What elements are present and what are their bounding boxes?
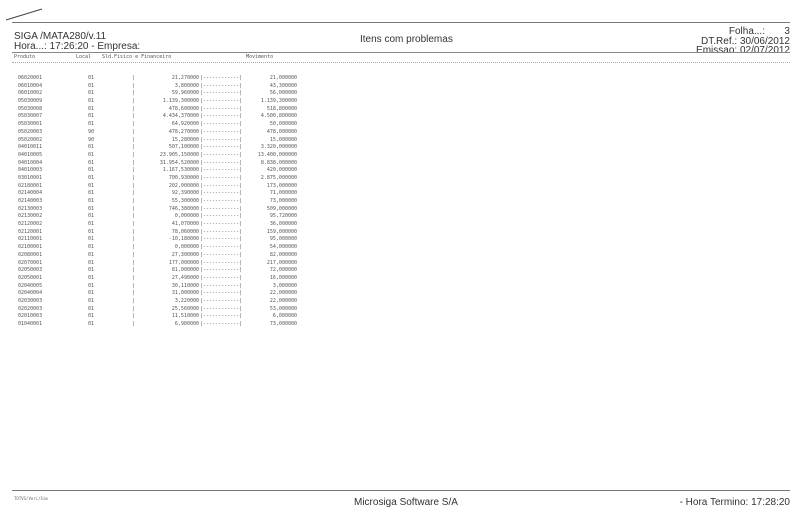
local-code: 90	[88, 136, 95, 143]
physical-financial-balance: 31,000000	[171, 290, 199, 297]
table-row	[14, 221, 314, 229]
product-code: 01040001	[18, 321, 43, 327]
separator-glyph: |	[132, 321, 136, 327]
product-code: 02140003	[18, 198, 43, 204]
local-code: 01	[88, 174, 95, 181]
local-code: 01	[88, 205, 95, 212]
movement-value: 72,000000	[269, 267, 297, 274]
movement-value: 478,000000	[266, 128, 297, 135]
physical-financial-balance: 30,110000	[171, 282, 199, 289]
table-row	[14, 198, 314, 206]
physical-financial-balance: 31.954,520000	[159, 159, 199, 166]
separator-glyph: |	[132, 267, 136, 274]
dash-separator: |------------|	[200, 75, 243, 81]
dash-separator: |------------|	[200, 151, 243, 158]
local-code: 01	[88, 228, 95, 235]
physical-financial-balance: 15,280000	[171, 136, 199, 143]
local-code: 01	[88, 313, 95, 320]
separator-glyph: |	[132, 136, 136, 143]
table-row	[14, 75, 314, 83]
local-code: 01	[88, 121, 95, 128]
movement-value: 15,000000	[269, 136, 297, 143]
product-code: 05030007	[18, 113, 43, 120]
movement-value: 509,000000	[266, 205, 297, 212]
physical-financial-balance: 746,380000	[168, 205, 199, 212]
separator-glyph: |	[132, 174, 136, 181]
dash-separator: |------------|	[200, 182, 243, 189]
product-code: 04010011	[18, 144, 43, 151]
physical-financial-balance: 41,070000	[171, 221, 199, 228]
product-code: 02120002	[18, 221, 43, 228]
product-code: 02100001	[18, 244, 43, 251]
dash-separator: |------------|	[200, 313, 243, 320]
column-headers	[14, 54, 414, 62]
physical-financial-balance: 1.139,300000	[162, 98, 199, 105]
physical-financial-balance: 478,270000	[168, 128, 199, 135]
table-row	[14, 113, 314, 121]
movement-value: 13.400,000000	[257, 151, 297, 158]
dash-separator: |------------|	[200, 190, 243, 197]
footer-end-time: - Hora Termino: 17:28:20	[679, 497, 790, 508]
dash-separator: |------------|	[200, 259, 243, 266]
product-code: 02010003	[18, 313, 43, 320]
local-code: 01	[88, 259, 95, 266]
table-row	[14, 275, 314, 283]
page-number: Folha...: 3	[728, 26, 790, 37]
separator-glyph: |	[132, 221, 136, 228]
local-code: 01	[88, 190, 95, 197]
dash-separator: |------------|	[200, 321, 243, 327]
local-code: 01	[88, 105, 95, 112]
dash-separator: |------------|	[200, 128, 243, 135]
movement-value: 54,000000	[269, 244, 297, 251]
product-code: 02130002	[18, 213, 43, 220]
table-row	[14, 252, 314, 260]
physical-financial-balance: 81,000000	[171, 267, 199, 274]
movement-value: 21,000000	[269, 75, 297, 81]
local-code: 01	[88, 182, 95, 189]
table-row	[14, 298, 314, 306]
physical-financial-balance: 27,300000	[171, 251, 199, 258]
table-row	[14, 244, 314, 252]
local-code: 01	[88, 113, 95, 120]
separator-glyph: |	[132, 228, 136, 235]
movement-value: 82,000000	[269, 251, 297, 258]
table-row	[14, 283, 314, 291]
movement-value: 56,000000	[269, 90, 297, 97]
separator-glyph: |	[132, 274, 136, 281]
product-code: 02070001	[18, 259, 43, 266]
movement-value: 71,000000	[269, 190, 297, 197]
movement-value: 159,000000	[266, 228, 297, 235]
separator-glyph: |	[132, 290, 136, 297]
col-movimento: Movimento	[246, 54, 274, 60]
local-code: 01	[88, 236, 95, 243]
dash-separator: |------------|	[200, 213, 243, 220]
dash-separator: |------------|	[200, 244, 243, 251]
local-code: 01	[88, 297, 95, 304]
emission-date: Emissao: 02/07/2012	[696, 45, 790, 56]
separator-glyph: |	[132, 113, 136, 120]
product-code: 02030003	[18, 297, 43, 304]
pen-stroke-mark	[4, 6, 44, 22]
product-code: 02040005	[18, 282, 43, 289]
separator-glyph: |	[132, 159, 136, 166]
physical-financial-balance: 21,270000	[171, 75, 199, 81]
table-row	[14, 83, 314, 91]
separator-glyph: |	[132, 151, 136, 158]
dash-separator: |------------|	[200, 236, 243, 243]
dash-separator: |------------|	[200, 174, 243, 181]
product-code: 02080001	[18, 251, 43, 258]
separator-glyph: |	[132, 144, 136, 151]
table-row	[14, 152, 314, 160]
dash-separator: |------------|	[200, 105, 243, 112]
product-code: 02140004	[18, 190, 43, 197]
movement-value: 420,000000	[266, 167, 297, 174]
table-row	[14, 160, 314, 168]
dash-separator: |------------|	[200, 121, 243, 128]
local-code: 01	[88, 82, 95, 89]
product-code: 04010005	[18, 151, 43, 158]
movement-value: 95,000000	[269, 236, 297, 243]
product-code: 02020003	[18, 305, 43, 312]
problem-items-table	[14, 75, 314, 329]
separator-glyph: |	[132, 75, 136, 81]
local-code: 01	[88, 251, 95, 258]
movement-value: 53,000000	[269, 305, 297, 312]
movement-value: 50,000000	[269, 121, 297, 128]
movement-value: 6,000000	[272, 313, 297, 320]
dash-separator: |------------|	[200, 251, 243, 258]
separator-glyph: |	[132, 236, 136, 243]
footer-rule	[12, 490, 790, 491]
local-code: 01	[88, 98, 95, 105]
physical-financial-balance: 11,510000	[171, 313, 199, 320]
physical-financial-balance: 3,220000	[174, 297, 199, 304]
local-code: 01	[88, 151, 95, 158]
physical-financial-balance: 4.434,370000	[162, 113, 199, 120]
physical-financial-balance: 23.905,150000	[159, 151, 199, 158]
physical-financial-balance: 0,000000	[174, 244, 199, 251]
product-code: 02050001	[18, 274, 43, 281]
separator-glyph: |	[132, 259, 136, 266]
table-row	[14, 144, 314, 152]
local-code: 01	[88, 267, 95, 274]
product-code: 06010004	[18, 82, 43, 89]
product-code: 06020001	[18, 75, 43, 81]
movement-value: 8.838,000000	[260, 159, 297, 166]
local-code: 01	[88, 282, 95, 289]
col-saldo: Sld.Fisico e Financeiro	[102, 54, 172, 60]
table-row	[14, 98, 314, 106]
header-bottom-rule	[12, 52, 790, 53]
physical-financial-balance: 177,000000	[168, 259, 199, 266]
movement-value: 73,000000	[269, 321, 297, 327]
separator-glyph: |	[132, 244, 136, 251]
program-id: SIGA /MATA280/v.11	[14, 31, 107, 42]
separator-glyph: |	[132, 190, 136, 197]
physical-financial-balance: 25,560000	[171, 305, 199, 312]
local-code: 01	[88, 290, 95, 297]
table-row	[14, 306, 314, 314]
table-row	[14, 213, 314, 221]
local-code: 01	[88, 213, 95, 220]
dash-separator: |------------|	[200, 82, 243, 89]
table-row	[14, 321, 314, 329]
physical-financial-balance: 1.167,530000	[162, 167, 199, 174]
physical-financial-balance: 64,920000	[171, 121, 199, 128]
product-code: 05030001	[18, 121, 43, 128]
local-code: 01	[88, 167, 95, 174]
separator-glyph: |	[132, 98, 136, 105]
movement-value: 22,000000	[269, 290, 297, 297]
separator-glyph: |	[132, 251, 136, 258]
movement-value: 4.500,800000	[260, 113, 297, 120]
table-row	[14, 175, 314, 183]
physical-financial-balance: -10,180000	[168, 236, 199, 243]
table-row	[14, 183, 314, 191]
product-code: 03010001	[18, 174, 43, 181]
physical-financial-balance: 6,900000	[174, 321, 199, 327]
dash-separator: |------------|	[200, 167, 243, 174]
separator-glyph: |	[132, 305, 136, 312]
dash-separator: |------------|	[200, 274, 243, 281]
separator-glyph: |	[132, 282, 136, 289]
dash-separator: |------------|	[200, 136, 243, 143]
column-rule	[12, 62, 790, 63]
movement-value: 43,300000	[269, 82, 297, 89]
product-code: 06010002	[18, 90, 43, 97]
separator-glyph: |	[132, 128, 136, 135]
dash-separator: |------------|	[200, 297, 243, 304]
footer-company: Microsiga Software S/A	[354, 497, 458, 508]
table-row	[14, 229, 314, 237]
separator-glyph: |	[132, 105, 136, 112]
product-code: 05030009	[18, 98, 43, 105]
physical-financial-balance: 27,490000	[171, 274, 199, 281]
local-code: 01	[88, 144, 95, 151]
separator-glyph: |	[132, 167, 136, 174]
dash-separator: |------------|	[200, 221, 243, 228]
separator-glyph: |	[132, 82, 136, 89]
dash-separator: |------------|	[200, 290, 243, 297]
separator-glyph: |	[132, 213, 136, 220]
local-code: 01	[88, 198, 95, 204]
movement-value: 173,000000	[266, 182, 297, 189]
product-code: 02120001	[18, 228, 43, 235]
local-code: 01	[88, 75, 95, 81]
physical-financial-balance: 3,800000	[174, 82, 199, 89]
dash-separator: |------------|	[200, 228, 243, 235]
movement-value: 73,000000	[269, 198, 297, 204]
table-row	[14, 106, 314, 114]
local-code: 01	[88, 159, 95, 166]
product-code: 04010003	[18, 167, 43, 174]
movement-value: 3.320,000000	[260, 144, 297, 151]
movement-value: 217,000000	[266, 259, 297, 266]
table-row	[14, 290, 314, 298]
dash-separator: |------------|	[200, 90, 243, 97]
physical-financial-balance: 78,060000	[171, 228, 199, 235]
product-code: 05030008	[18, 105, 43, 112]
dash-separator: |------------|	[200, 198, 243, 204]
product-code: 02040004	[18, 290, 43, 297]
movement-value: 2.875,000000	[260, 174, 297, 181]
table-row	[14, 129, 314, 137]
physical-financial-balance: 92,390000	[171, 190, 199, 197]
table-row	[14, 90, 314, 98]
footer-code: TOTVS/Veri/Sim	[14, 496, 48, 501]
local-code: 01	[88, 244, 95, 251]
separator-glyph: |	[132, 313, 136, 320]
separator-glyph: |	[132, 205, 136, 212]
product-code: 02180001	[18, 182, 43, 189]
table-row	[14, 267, 314, 275]
table-row	[14, 137, 314, 145]
physical-financial-balance: 0,000000	[174, 213, 199, 220]
movement-value: 1.139,300000	[260, 98, 297, 105]
separator-glyph: |	[132, 182, 136, 189]
table-row	[14, 236, 314, 244]
physical-financial-balance: 700,930000	[168, 174, 199, 181]
product-code: 02130003	[18, 205, 43, 212]
dash-separator: |------------|	[200, 98, 243, 105]
separator-glyph: |	[132, 90, 136, 97]
local-code: 01	[88, 274, 95, 281]
physical-financial-balance: 55,300000	[171, 198, 199, 204]
product-code: 02050003	[18, 267, 43, 274]
physical-financial-balance: 507,100000	[168, 144, 199, 151]
dash-separator: |------------|	[200, 305, 243, 312]
movement-value: 518,800000	[266, 105, 297, 112]
product-code: 02110001	[18, 236, 43, 243]
product-code: 04010004	[18, 159, 43, 166]
local-code: 01	[88, 90, 95, 97]
local-code: 01	[88, 321, 95, 327]
local-code: 90	[88, 128, 95, 135]
table-row	[14, 206, 314, 214]
movement-value: 3,000000	[272, 282, 297, 289]
table-row	[14, 121, 314, 129]
col-produto: Produto	[14, 54, 36, 60]
physical-financial-balance: 59,960000	[171, 90, 199, 97]
physical-financial-balance: 478,600000	[168, 105, 199, 112]
dash-separator: |------------|	[200, 267, 243, 274]
reference-date: DT.Ref.: 30/06/2012	[701, 35, 790, 47]
movement-value: 95,720000	[269, 213, 297, 220]
product-code: 05020002	[18, 136, 43, 143]
separator-glyph: |	[132, 121, 136, 128]
col-local: Local	[76, 54, 92, 60]
local-code: 01	[88, 221, 95, 228]
header-top-rule	[12, 22, 790, 23]
separator-glyph: |	[132, 297, 136, 304]
dash-separator: |------------|	[200, 282, 243, 289]
separator-glyph: |	[132, 198, 136, 204]
dash-separator: |------------|	[200, 205, 243, 212]
dash-separator: |------------|	[200, 113, 243, 120]
table-row	[14, 190, 314, 198]
table-row	[14, 313, 314, 321]
report-header-left	[14, 32, 140, 52]
physical-financial-balance: 202,000000	[168, 182, 199, 189]
local-code: 01	[88, 305, 95, 312]
dash-separator: |------------|	[200, 144, 243, 151]
product-code: 05020003	[18, 128, 43, 135]
report-title: Itens com problemas	[360, 34, 453, 45]
table-row	[14, 260, 314, 268]
dash-separator: |------------|	[200, 159, 243, 166]
movement-value: 36,000000	[269, 221, 297, 228]
movement-value: 16,000000	[269, 274, 297, 281]
movement-value: 22,000000	[269, 297, 297, 304]
table-row	[14, 167, 314, 175]
time-company: Hora...: 17:26:20 - Empresa:	[14, 41, 141, 52]
